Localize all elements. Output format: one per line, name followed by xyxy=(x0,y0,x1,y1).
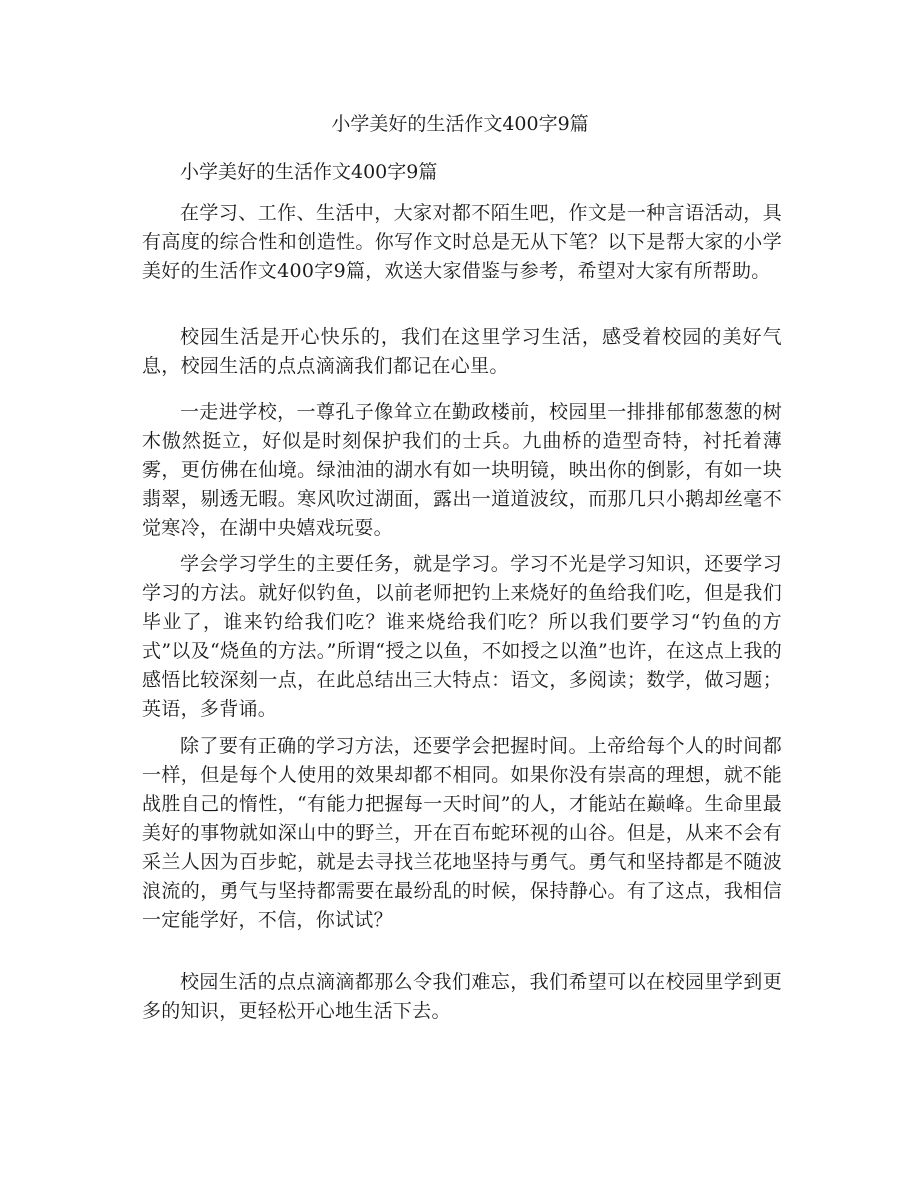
paragraph-intro: 在学习、工作、生活中，大家对都不陌生吧，作文是一种言语活动，具有高度的综合性和创造性。你写作文时总是无从下笔？以下是帮大家的小学美好的生活作文400字9篇，欢送大家借鉴与参考，希望对大家有所帮助。 xyxy=(142,202,782,282)
paragraph-campus-life: 校园生活是开心快乐的，我们在这里学习生活，感受着校园的美好气息，校园生活的点点滴滴我们都记在心里。 xyxy=(142,326,782,377)
document-title: 小学美好的生活作文400字9篇 xyxy=(331,113,589,135)
paragraph-conclusion: 校园生活的点点滴滴都那么令我们难忘，我们希望可以在校园里学到更多的知识，更轻松开心地生活下去。 xyxy=(142,971,782,1022)
paragraph-time-management: 除了要有正确的学习方法，还要学会把握时间。上帝给每个人的时间都一样，但是每个人使用的效果却都不相同。如果你没有崇高的理想，就不能战胜自己的惰性，“有能力把握每一天时间”的人，才能站在巅峰。生命里最美好的事物就如深山中的野兰，开在百布蛇环视的山谷。但是，从来不会有采兰人因为百步蛇，就是去寻找兰花地坚持与勇气。勇气和坚持都是不随波浪流的，勇气与坚持都需要在最纷乱的时候，保持静心。有了这点，我相信一定能学好，不信，你试试？ xyxy=(142,735,782,931)
document-subtitle: 小学美好的生活作文400字9篇 xyxy=(180,161,438,183)
paragraph-campus-scenery: 一走进学校，一尊孔子像耸立在勤政楼前，校园里一排排郁郁葱葱的树木傲然挺立，好似是时刻保护我们的士兵。九曲桥的造型奇特，衬托着薄雾，更仿佛在仙境。绿油油的湖水有如一块明镜，映出你的倒影，有如一块翡翠，剔透无暇。寒风吹过湖面，露出一道道波纹，而那几只小鹅却丝毫不觉寒冷，在湖中央嬉戏玩耍。 xyxy=(142,401,782,539)
paragraph-learning-methods: 学会学习学生的主要任务，就是学习。学习不光是学习知识，还要学习学习的方法。就好似钓鱼，以前老师把钓上来烧好的鱼给我们吃，但是我们毕业了，谁来钓给我们吃？谁来烧给我们吃？所以我们要学习“钓鱼的方式”以及“烧鱼的方法。”所谓“授之以鱼，不如授之以渔”也许，在这点上我的感悟比较深刻一点，在此总结出三大特点：语文，多阅读；数学，做习题；英语，多背诵。 xyxy=(142,553,782,720)
